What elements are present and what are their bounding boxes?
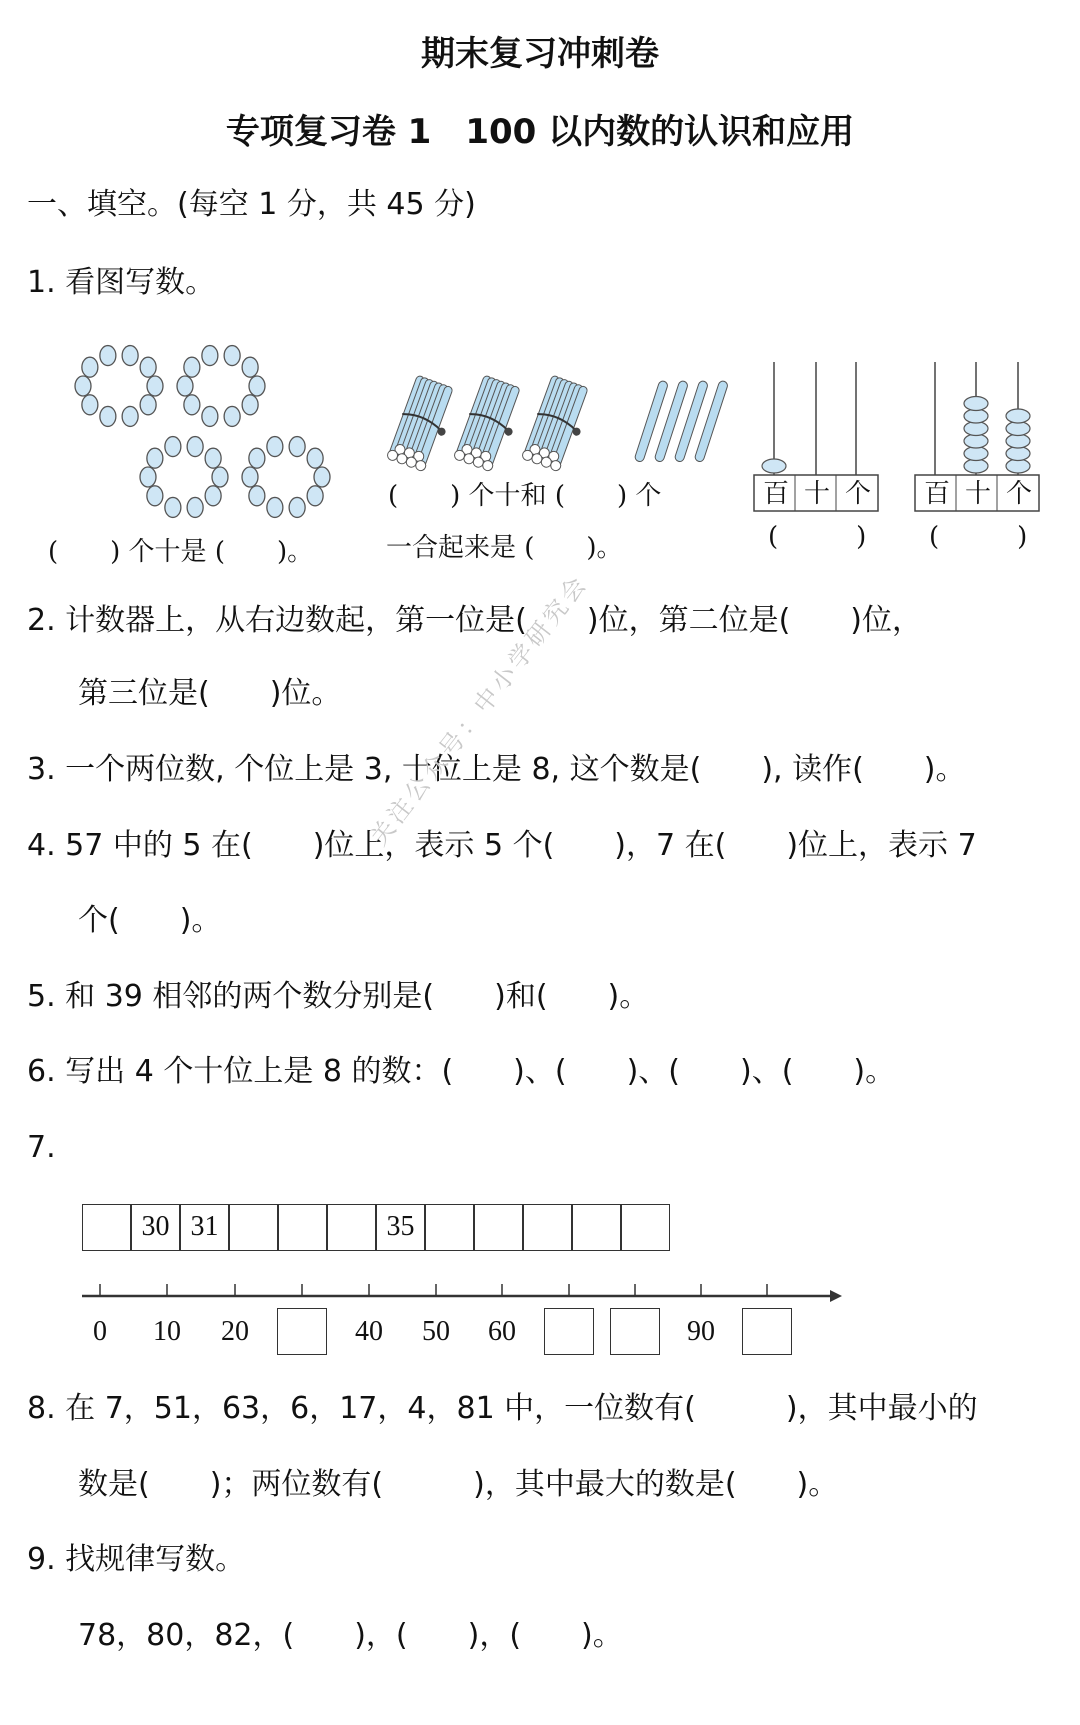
bead [140,357,156,377]
stick-bundle-ten [521,375,596,475]
bead [100,406,116,426]
abacus-2-label-tens: 十 [965,479,992,509]
question-8-line-2: 数是( )；两位数有( )，其中最大的数是( )。 [78,1467,839,1502]
number-line-label: 20 [221,1316,249,1347]
number-line-label: 10 [153,1316,181,1347]
number-cell: 35 [376,1204,425,1251]
question-7: 7. [27,1130,56,1165]
q1-caption-beads: ( ) 个十是 ( )。 [48,537,314,567]
number-line-answer-box[interactable] [544,1308,594,1355]
bead [75,376,91,396]
number-cell[interactable] [572,1204,621,1251]
number-cell: 31 [180,1204,229,1251]
question-9-sequence: 78，80，82，( )，( )，( )。 [78,1618,623,1653]
q1-caption-sticks-1: ( ) 个十和 ( ) 个 [388,481,662,511]
abacus-2-answer: ( ) [929,522,1028,552]
q1-caption-sticks-2: 一合起来是 ( )。 [386,533,623,563]
bead [187,437,203,457]
question-3: 3. 一个两位数, 个位上是 3, 十位上是 8, 这个数是( ), 读作( )。 [27,752,966,787]
bead [267,497,283,517]
watermark: 关注公众号：中小学研究会 [364,568,594,851]
bead [147,448,163,468]
bead [202,346,218,366]
number-line-label: 50 [422,1316,450,1347]
question-2-line-2: 第三位是( )位。 [78,676,342,711]
bead [224,406,240,426]
number-line-label: 40 [355,1316,383,1347]
bead [205,448,221,468]
bead [177,376,193,396]
abacus-bead [964,397,988,411]
number-cell[interactable] [621,1204,670,1251]
bead-ring-ten [140,437,228,518]
bead [205,486,221,506]
abacus-2-label-ones: 个 [1006,479,1033,509]
number-cell[interactable] [474,1204,523,1251]
bead [147,486,163,506]
bead [82,357,98,377]
bead [165,437,181,457]
bead [184,395,200,415]
bead [289,437,305,457]
bead [140,467,156,487]
bead [307,486,323,506]
bead [187,497,203,517]
number-cell[interactable] [82,1204,131,1251]
bead [314,467,330,487]
bead [289,497,305,517]
number-cell[interactable] [425,1204,474,1251]
number-line-answer-box[interactable] [742,1308,792,1355]
bead [249,376,265,396]
page-subtitle: 专项复习卷 1 100 以内数的认识和应用 [225,112,855,152]
abacus-1-label-hundreds: 百 [763,479,790,509]
stick-bundle-ten [386,375,461,475]
section-heading: 一、填空。(每空 1 分，共 45 分) [27,187,476,222]
number-cell[interactable] [523,1204,572,1251]
question-4-line-1: 4. 57 中的 5 在( )位上，表示 5 个( )，7 在( )位上，表示 7 [27,828,977,863]
number-cell: 30 [131,1204,180,1251]
bead [184,357,200,377]
bead [100,346,116,366]
bead [212,467,228,487]
number-cell[interactable] [327,1204,376,1251]
bead [224,346,240,366]
number-cell[interactable] [229,1204,278,1251]
bead-ring-ten [75,346,163,427]
abacus-1-label-tens: 十 [804,479,831,509]
bead [122,346,138,366]
bead-ring-ten [177,346,265,427]
question-4-line-2: 个( )。 [78,903,222,938]
abacus-bead [1006,409,1030,423]
number-line-answer-box[interactable] [277,1308,327,1355]
question-1: 1. 看图写数。 [27,265,216,300]
bead [249,448,265,468]
bead [267,437,283,457]
question-5: 5. 和 39 相邻的两个数分别是( )和( )。 [27,979,650,1014]
page-title: 期末复习冲刺卷 [421,34,659,74]
abacus-1-label-ones: 个 [845,479,872,509]
bead [242,467,258,487]
question-9: 9. 找规律写数。 [27,1542,246,1577]
question-2-line-1: 2. 计数器上，从右边数起，第一位是( )位，第二位是( )位， [27,603,922,638]
bead [242,395,258,415]
number-cell[interactable] [278,1204,327,1251]
bead [165,497,181,517]
number-line-label: 90 [687,1316,715,1347]
bead [147,376,163,396]
abacus-1-answer: ( ) [768,522,867,552]
abacus-bead [762,459,786,473]
number-line-label: 0 [93,1316,107,1347]
number-line-answer-box[interactable] [610,1308,660,1355]
bead [242,357,258,377]
bead [122,406,138,426]
question-8-line-1: 8. 在 7，51，63，6，17，4，81 中，一位数有( )，其中最小的 [27,1391,978,1426]
stick-bundle-ten [453,375,528,475]
bead [82,395,98,415]
number-line-label: 60 [488,1316,516,1347]
bead-ring-ten [242,437,330,518]
bead [307,448,323,468]
abacus-2-label-hundreds: 百 [924,479,951,509]
bead [249,486,265,506]
question-6: 6. 写出 4 个十位上是 8 的数：( )、( )、( )、( )。 [27,1054,896,1089]
bead [140,395,156,415]
bead [202,406,218,426]
